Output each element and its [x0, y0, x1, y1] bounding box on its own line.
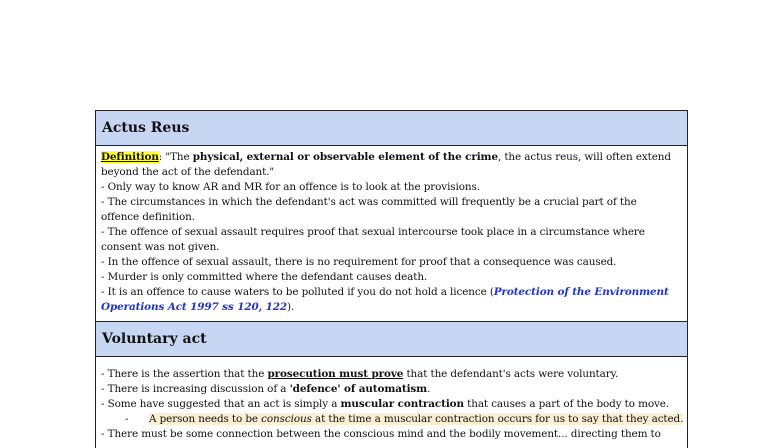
bullet-line: - There is increasing discussion of a 'defence' of automatism.	[101, 383, 431, 395]
bullet-line: consent was not given.	[101, 241, 220, 253]
section-title: Actus Reus	[102, 120, 190, 136]
sub-bullet-line: - A person needs to be conscious at the time a muscular contraction occurs for us to say that they acted.	[125, 413, 684, 425]
section-body-voluntary-act	[96, 357, 687, 448]
emphasis-text: muscular contraction	[340, 398, 464, 410]
definition-line-2: beyond the act of the defendant."	[101, 166, 275, 178]
section-body-actus-reus	[96, 146, 687, 322]
emphasis-text: 'defence' of automatism	[289, 383, 428, 395]
definition-label: Definition	[101, 151, 159, 163]
bullet-line: - In the offence of sexual assault, there is no requirement for proof that a consequence was caused.	[101, 256, 617, 268]
section-header-actus-reus	[96, 111, 687, 146]
highlighted-text: A person needs to be conscious at the time a muscular contraction occurs for us to say that they acted.	[149, 413, 684, 425]
statute-citation: Operations Act 1997 ss 120, 122	[101, 301, 288, 313]
bullet-line: offence definition.	[101, 211, 195, 223]
statute-citation: Protection of the Environment	[493, 286, 669, 298]
definition-emphasis: physical, external or observable element of the crime	[192, 151, 498, 163]
bullet-line: - There is the assertion that the prosecution must prove that the defendant's acts were voluntary.	[101, 368, 619, 380]
licence-line: - It is an offence to cause waters to be polluted if you do not hold a licence (Protection of the Environment	[101, 286, 669, 298]
licence-line-2: Operations Act 1997 ss 120, 122).	[101, 301, 295, 313]
emphasis-text: prosecution must prove	[267, 368, 404, 380]
bullet-line: - The circumstances in which the defendant's act was committed will frequently be a crucial part of the	[101, 196, 637, 208]
definition-line: Definition: "The physical, external or observable element of the crime, the actus reus, will often extend	[101, 151, 671, 163]
bullet-line: - Some have suggested that an act is simply a muscular contraction that causes a part of the body to move.	[101, 398, 670, 410]
section-header-voluntary-act	[96, 322, 687, 357]
bullet-line: - The offence of sexual assault requires proof that sexual intercourse took place in a circumstance where	[101, 226, 645, 238]
notes-table	[95, 110, 688, 448]
section-title: Voluntary act	[102, 331, 207, 347]
bullet-line: - Murder is only committed where the defendant causes death.	[101, 271, 428, 283]
bullet-line: - Only way to know AR and MR for an offence is to look at the provisions.	[101, 181, 480, 193]
bullet-line: - There must be some connection between the conscious mind and the bodily movement... directing them to	[101, 428, 661, 440]
